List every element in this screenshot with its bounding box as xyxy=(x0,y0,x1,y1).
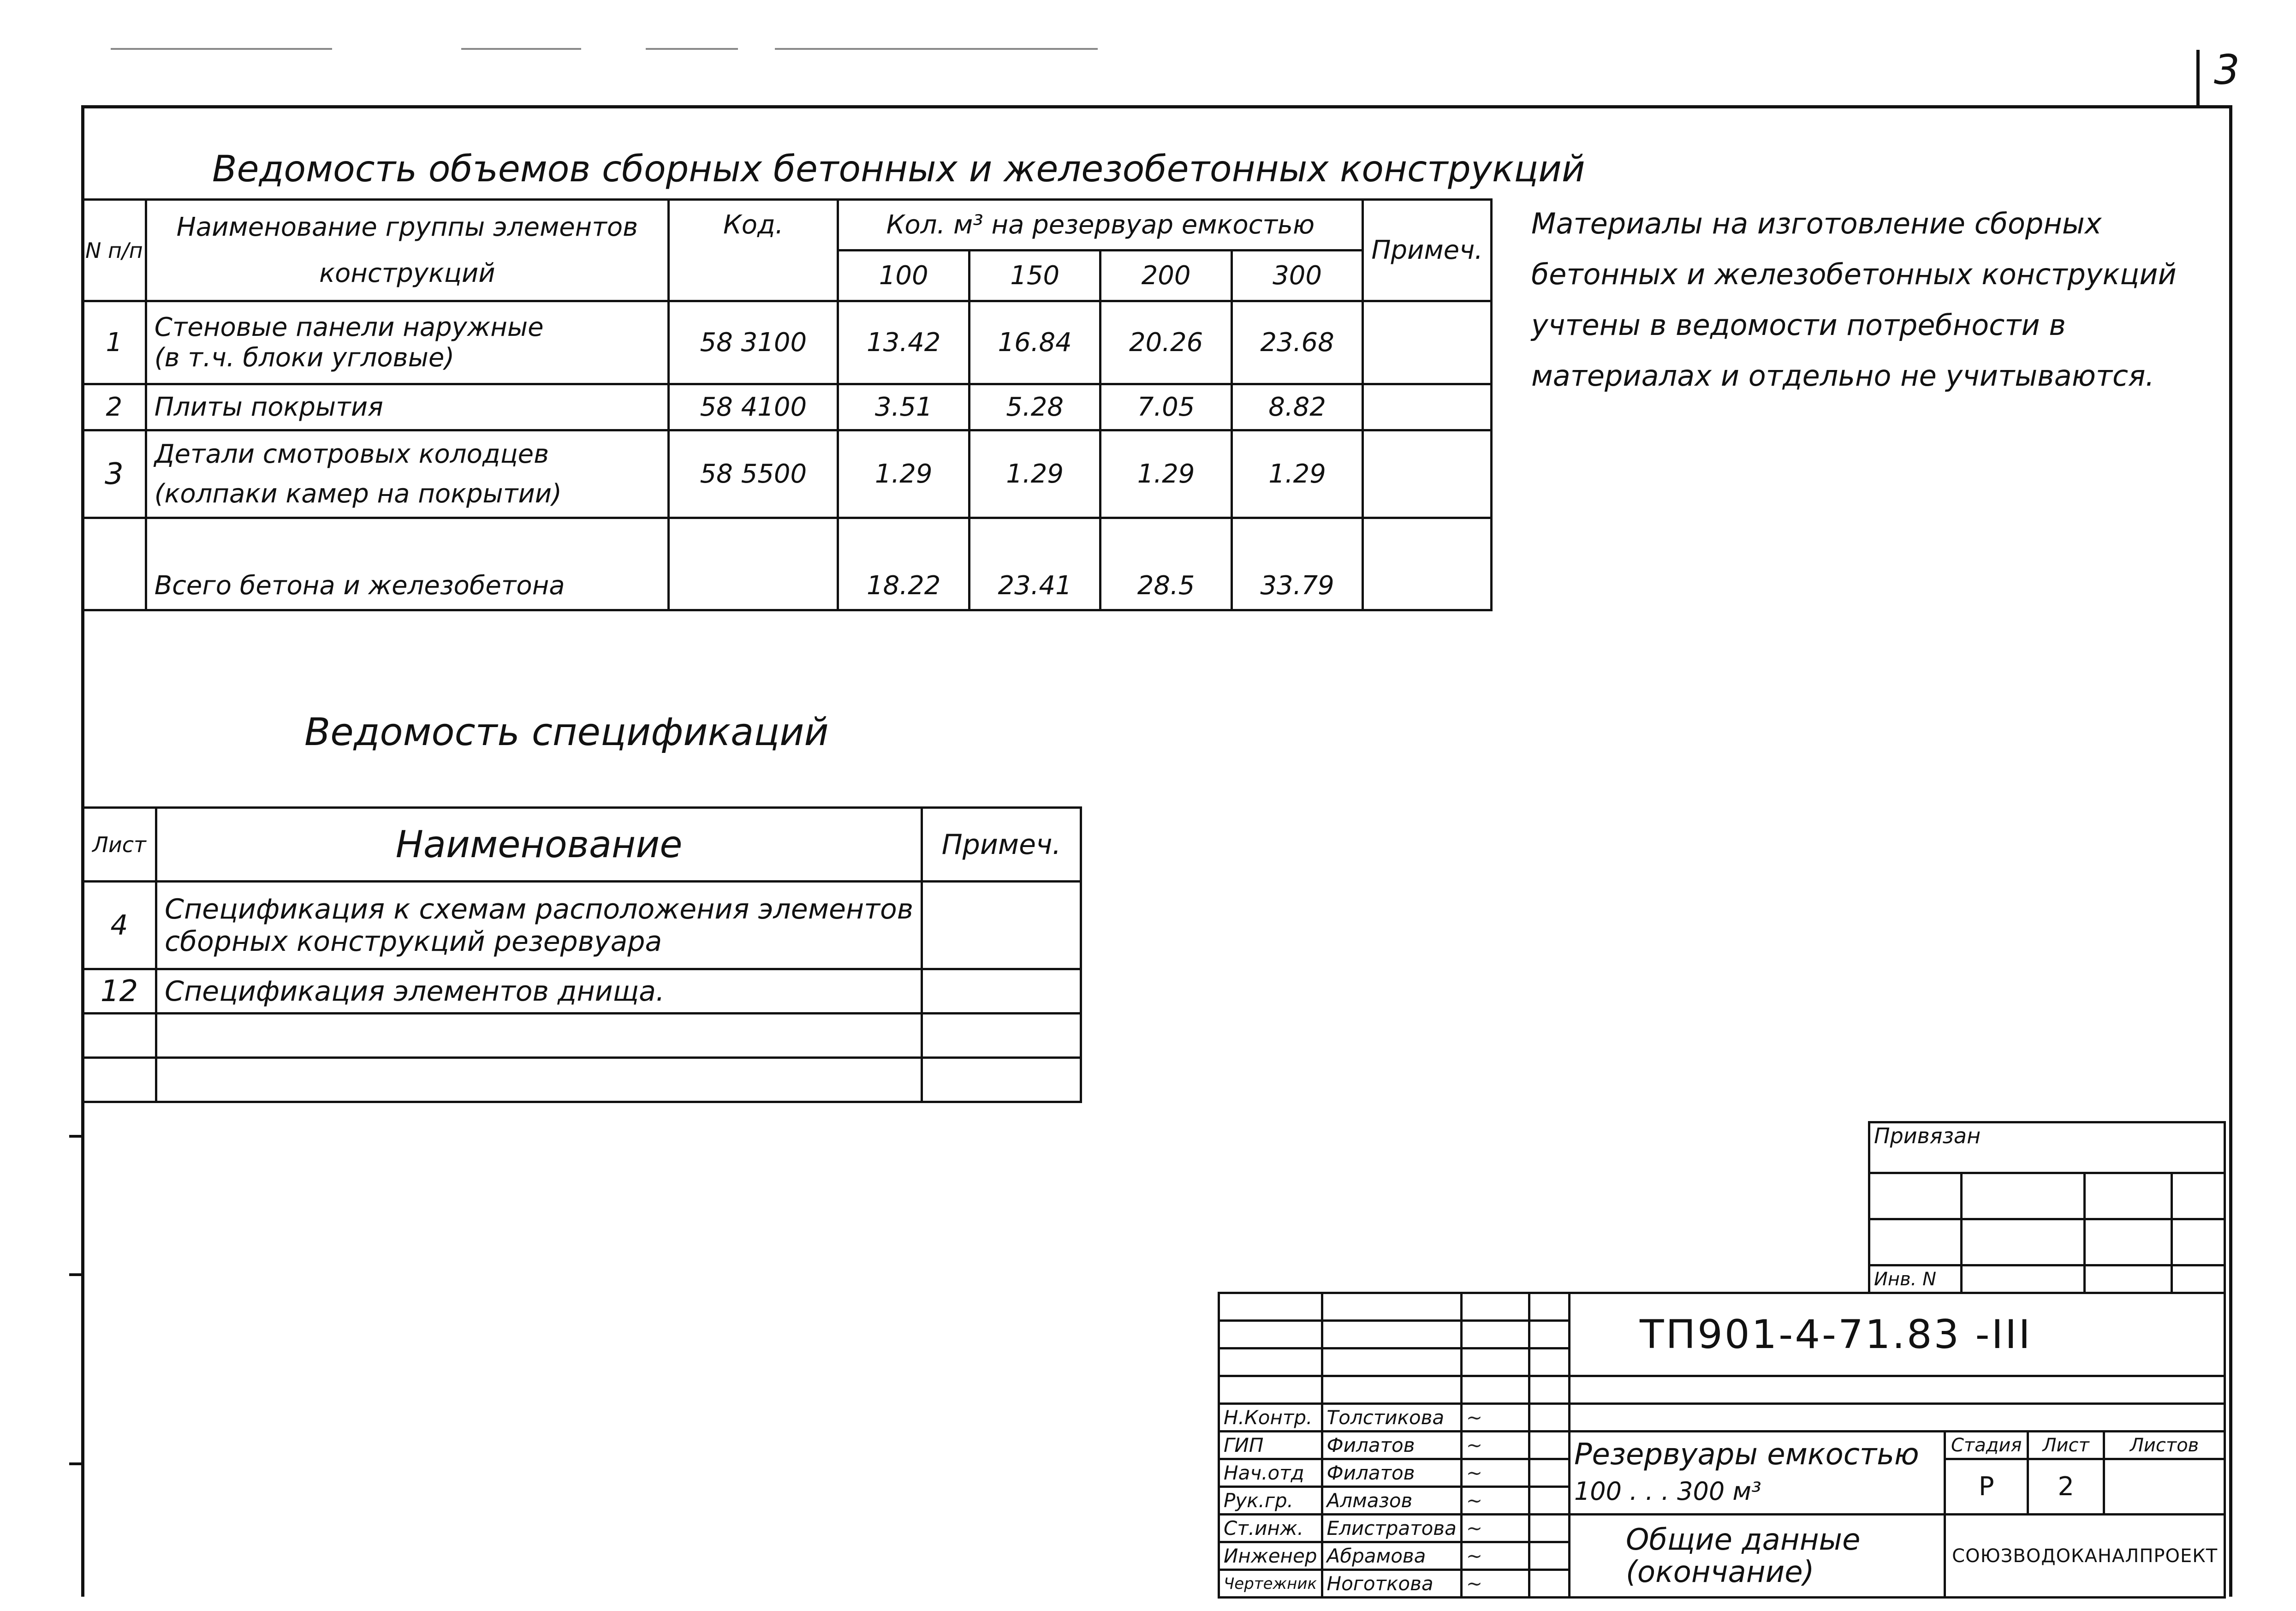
spec-name xyxy=(156,1014,922,1058)
signature: ~ xyxy=(1461,1432,1529,1459)
specs-table xyxy=(81,806,1082,1103)
spec-note xyxy=(922,882,1081,969)
table-row xyxy=(83,1058,1081,1102)
person-name: Филатов xyxy=(1322,1459,1461,1487)
stamp-cell xyxy=(1529,1487,1569,1515)
spec-sheet: 12 xyxy=(83,969,156,1014)
person-name: Алмазов xyxy=(1322,1487,1461,1515)
specs-title: Ведомость спецификаций xyxy=(304,710,829,754)
row-name-line: (в т.ч. блоки угловые) xyxy=(154,342,455,373)
spec-name-line: сборных конструкций резервуара xyxy=(165,925,662,958)
sheet-number-divider xyxy=(2196,50,2200,105)
signature: ~ xyxy=(1461,1404,1529,1432)
row-note xyxy=(1363,384,1492,430)
signature: ~ xyxy=(1461,1515,1529,1542)
col-sheet-header: Лист xyxy=(83,808,156,882)
stamp-cell xyxy=(1529,1321,1569,1348)
row-num: 3 xyxy=(83,430,146,518)
stamp-cell xyxy=(1219,1293,1322,1321)
col-name-header: Наименование xyxy=(156,808,922,882)
role-label: Инженер xyxy=(1219,1542,1322,1570)
row-name-line: Стеновые панели наружные xyxy=(154,312,544,342)
binding-cell xyxy=(2171,1265,2225,1293)
volumes-title: Ведомость объемов сборных бетонных и железобетонных конструкций xyxy=(212,149,1585,190)
binding-cell xyxy=(2085,1219,2171,1265)
spec-note xyxy=(922,969,1081,1014)
title-block xyxy=(1218,1292,2226,1599)
stage-label: Стадия xyxy=(1945,1432,2028,1459)
row-code: 58 3100 xyxy=(669,301,838,384)
row-name xyxy=(146,301,668,384)
col-name-header: Наименование группы элементов конструкций xyxy=(146,200,668,301)
stamp-cell xyxy=(1529,1542,1569,1570)
binding-cell xyxy=(1961,1265,2085,1293)
sheet-value: 2 xyxy=(2028,1459,2104,1515)
signature: ~ xyxy=(1461,1542,1529,1570)
stamp-cell xyxy=(1322,1293,1461,1321)
organization-name: СОЮЗВОДОКАНАЛПРОЕКТ xyxy=(1945,1515,2225,1598)
object-title-line: 100 . . . 300 м³ xyxy=(1574,1476,1761,1506)
row-value: 1.29 xyxy=(1100,430,1231,518)
sheet-title-line: Общие данные xyxy=(1625,1522,1861,1557)
volumes-table xyxy=(81,198,1493,611)
binding-cell xyxy=(2171,1219,2225,1265)
stamp-cell xyxy=(1529,1404,1569,1432)
table-row xyxy=(83,1014,1081,1058)
total-value: 28.5 xyxy=(1100,518,1231,610)
row-value: 1.29 xyxy=(838,430,969,518)
total-value: 33.79 xyxy=(1231,518,1362,610)
row-name-line: (колпаки камер на покрытии) xyxy=(154,478,562,509)
role-label: Чертежник xyxy=(1219,1570,1322,1598)
row-code xyxy=(669,518,838,610)
col-code-header: Код. xyxy=(669,200,838,301)
signature: ~ xyxy=(1461,1570,1529,1598)
col-num-header: N п/п xyxy=(83,200,146,301)
row-value: 8.82 xyxy=(1231,384,1362,430)
materials-note: Материалы на изготовление сборных бетонных и железобетонных конструкций учтены в ведомости потребности в материалах и отдельно не учитываются. xyxy=(1531,207,2177,393)
row-num xyxy=(83,518,146,610)
row-value: 13.42 xyxy=(838,301,969,384)
binding-cell xyxy=(1869,1173,1962,1219)
stage-value: Р xyxy=(1945,1459,2028,1515)
col-note-header: Примеч. xyxy=(922,808,1081,882)
row-note xyxy=(1363,430,1492,518)
person-name: Ноготкова xyxy=(1322,1570,1461,1598)
spec-name: Спецификация элементов днища. xyxy=(156,969,922,1014)
inv-label: Инв. N xyxy=(1869,1265,1962,1293)
spec-name-line: Спецификация к схемам расположения элементов xyxy=(165,893,914,925)
spec-note xyxy=(922,1014,1081,1058)
scan-artifact xyxy=(646,48,738,50)
row-value: 1.29 xyxy=(1231,430,1362,518)
col-qty-header: Кол. м³ на резервуар емкостью xyxy=(838,200,1363,251)
capacity-header: 150 xyxy=(969,251,1100,301)
stamp-cell xyxy=(1461,1376,1529,1404)
person-name: Елистратова xyxy=(1322,1515,1461,1542)
stamp-cell xyxy=(1219,1348,1322,1376)
binding-cell xyxy=(2085,1265,2171,1293)
row-code: 58 5500 xyxy=(669,430,838,518)
capacity-header: 300 xyxy=(1231,251,1362,301)
document-code: ТП901-4-71.83 -III xyxy=(1569,1293,2225,1376)
stamp-cell xyxy=(1569,1376,2225,1404)
row-value: 3.51 xyxy=(838,384,969,430)
row-name-line: Детали смотровых колодцев xyxy=(154,439,549,469)
spec-note xyxy=(922,1058,1081,1102)
margin-tick xyxy=(69,1462,83,1465)
stamp-cell xyxy=(1219,1376,1322,1404)
row-value: 20.26 xyxy=(1100,301,1231,384)
sheet-title xyxy=(1569,1515,1945,1598)
binding-cell xyxy=(1961,1219,2085,1265)
signature: ~ xyxy=(1461,1459,1529,1487)
total-value: 18.22 xyxy=(838,518,969,610)
row-value: 23.68 xyxy=(1231,301,1362,384)
binding-label: Привязан xyxy=(1869,1122,2225,1173)
row-note xyxy=(1363,518,1492,610)
row-value: 7.05 xyxy=(1100,384,1231,430)
scan-artifact xyxy=(775,48,1098,50)
stamp-cell xyxy=(1529,1570,1569,1598)
stamp-cell xyxy=(1529,1515,1569,1542)
person-name: Абрамова xyxy=(1322,1542,1461,1570)
table-row xyxy=(83,384,1492,430)
sheets-label: Листов xyxy=(2104,1432,2225,1459)
total-label: Всего бетона и железобетона xyxy=(146,518,668,610)
sheet-number: 3 xyxy=(2214,46,2240,94)
capacity-header: 100 xyxy=(838,251,969,301)
signature: ~ xyxy=(1461,1487,1529,1515)
role-label: Нач.отд xyxy=(1219,1459,1322,1487)
role-label: Ст.инж. xyxy=(1219,1515,1322,1542)
spec-sheet xyxy=(83,1058,156,1102)
margin-tick xyxy=(69,1273,83,1276)
role-label: Рук.гр. xyxy=(1219,1487,1322,1515)
stamp-cell xyxy=(1529,1348,1569,1376)
sheet-label: Лист xyxy=(2028,1432,2104,1459)
spec-sheet: 4 xyxy=(83,882,156,969)
stamp-cell xyxy=(1461,1348,1529,1376)
row-value: 16.84 xyxy=(969,301,1100,384)
object-title-line: Резервуары емкостью xyxy=(1574,1437,1919,1472)
person-name: Филатов xyxy=(1322,1432,1461,1459)
stamp-cell xyxy=(1569,1404,2225,1432)
binding-cell xyxy=(2171,1173,2225,1219)
row-code: 58 4100 xyxy=(669,384,838,430)
spec-name xyxy=(156,882,922,969)
person-name: Толстикова xyxy=(1322,1404,1461,1432)
stamp-cell xyxy=(1529,1432,1569,1459)
role-label: Н.Контр. xyxy=(1219,1404,1322,1432)
binding-cell xyxy=(2085,1173,2171,1219)
row-note xyxy=(1363,301,1492,384)
stamp-cell xyxy=(1322,1321,1461,1348)
stamp-cell xyxy=(1529,1376,1569,1404)
row-name xyxy=(146,430,668,518)
sheets-value xyxy=(2104,1459,2225,1515)
object-title xyxy=(1569,1432,1945,1515)
stamp-cell xyxy=(1322,1348,1461,1376)
stamp-cell xyxy=(1529,1459,1569,1487)
spec-name xyxy=(156,1058,922,1102)
stamp-cell xyxy=(1322,1376,1461,1404)
spec-sheet xyxy=(83,1014,156,1058)
binding-cell xyxy=(1869,1219,1962,1265)
margin-tick xyxy=(69,1135,83,1138)
scan-artifact xyxy=(461,48,581,50)
stamp-cell xyxy=(1461,1293,1529,1321)
role-label: ГИП xyxy=(1219,1432,1322,1459)
stamp-cell xyxy=(1461,1321,1529,1348)
scan-artifact xyxy=(111,48,332,50)
row-value: 5.28 xyxy=(969,384,1100,430)
col-note-header: Примеч. xyxy=(1363,200,1492,301)
total-row xyxy=(83,518,1492,610)
row-num: 2 xyxy=(83,384,146,430)
capacity-header: 200 xyxy=(1100,251,1231,301)
total-value: 23.41 xyxy=(969,518,1100,610)
table-row xyxy=(83,969,1081,1014)
binding-cell xyxy=(1961,1173,2085,1219)
table-row xyxy=(83,301,1492,384)
sheet-title-line: (окончание) xyxy=(1625,1555,1814,1589)
row-num: 1 xyxy=(83,301,146,384)
row-value: 1.29 xyxy=(969,430,1100,518)
table-row xyxy=(83,882,1081,969)
stamp-cell xyxy=(1529,1293,1569,1321)
stamp-cell xyxy=(1219,1321,1322,1348)
binding-block xyxy=(1868,1121,2226,1294)
table-row xyxy=(83,430,1492,518)
row-name: Плиты покрытия xyxy=(146,384,668,430)
